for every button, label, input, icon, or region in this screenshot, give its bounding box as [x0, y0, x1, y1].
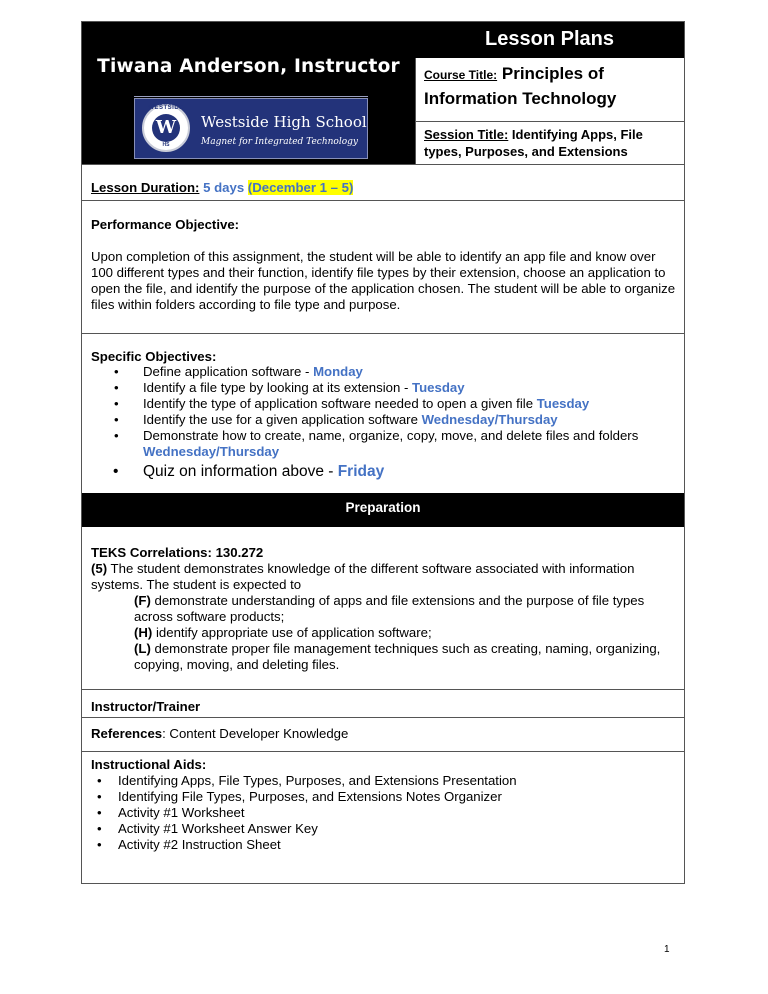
- list-item: • Identify the type of application software needed to open a given file Tuesday: [114, 396, 590, 411]
- divider: [82, 717, 684, 718]
- specific-heading: Specific Objectives:: [91, 349, 217, 364]
- page-title: Lesson Plans: [415, 22, 684, 58]
- teks-item: (L) demonstrate proper file management techniques such as creating, naming, organizing, copying, moving, and deleting files.: [134, 641, 661, 672]
- duration-dates: (December 1 – 5): [247, 180, 354, 195]
- aids-heading: Instructional Aids:: [91, 757, 207, 772]
- list-item: • Activity #1 Worksheet: [97, 805, 245, 820]
- teks-section: [91, 545, 677, 673]
- session-title-value: Identifying Apps, File types, Purposes, and Extensions: [424, 127, 643, 159]
- performance-text: Upon completion of this assignment, the student will be able to identify an app file and know over 100 different types and their function, identify file types by their extension, choose an application to open the file, and identify the purpose of the application chosen. The student will be able to organize files within folders according to file type and purpose.: [91, 249, 676, 312]
- list-item: • Demonstrate how to create, name, organize, copy, move, and delete files and folders Wednesday/Thursday: [114, 428, 639, 459]
- instructor-name: Tiwana Anderson, Instructor: [97, 56, 400, 77]
- divider: [82, 164, 684, 165]
- list-item: • Activity #1 Worksheet Answer Key: [97, 821, 318, 836]
- list-item: • Identifying File Types, Purposes, and Extensions Notes Organizer: [97, 789, 502, 804]
- list-item: • Define application software - Monday: [114, 364, 363, 379]
- teks-item: (F) demonstrate understanding of apps and file extensions and the purpose of file types across software products;: [134, 593, 645, 624]
- course-title: [424, 62, 682, 111]
- school-logo: [134, 98, 368, 159]
- list-item: • Identify a file type by looking at its extension - Tuesday: [114, 380, 465, 395]
- preparation-heading: Preparation: [82, 493, 684, 527]
- course-title-label: Course Title:: [424, 68, 498, 82]
- instructional-aids-list: [91, 773, 681, 853]
- references: References: Content Developer Knowledge: [91, 726, 349, 741]
- performance-heading: Performance Objective:: [91, 217, 240, 232]
- list-item: • Identifying Apps, File Types, Purposes, and Extensions Presentation: [97, 773, 517, 788]
- page-number: 1: [664, 944, 670, 955]
- specific-objectives-list: [91, 364, 681, 482]
- duration-days: 5 days: [203, 180, 245, 195]
- logo-divider: [134, 96, 368, 97]
- teks-intro: (5) The student demonstrates knowledge of the different software associated with information systems. The student is expected to: [91, 561, 635, 592]
- list-item-quiz: • Quiz on information above - Friday: [113, 463, 385, 480]
- instructor-trainer-label: Instructor/Trainer: [91, 699, 201, 714]
- teks-item: (H) identify appropriate use of application software;: [134, 625, 432, 640]
- school-name: Westside High School: [201, 113, 367, 131]
- divider: [82, 200, 684, 201]
- divider: [82, 689, 684, 690]
- lesson-duration: Lesson Duration: 5 days (December 1 – 5): [91, 180, 354, 195]
- course-title-value: Principles of Information Technology: [424, 64, 617, 108]
- session-title-label: Session Title:: [424, 127, 509, 142]
- teks-heading: TEKS Correlations: 130.272: [91, 545, 264, 560]
- list-item: • Activity #2 Instruction Sheet: [97, 837, 281, 852]
- divider: [82, 751, 684, 752]
- list-item: • Identify the use for a given application software Wednesday/Thursday: [114, 412, 558, 427]
- divider: [82, 333, 684, 334]
- school-tagline: Magnet for Integrated Technology: [201, 137, 358, 147]
- session-title: [424, 126, 682, 160]
- school-seal-icon: WESTSIDE W HS: [142, 104, 190, 152]
